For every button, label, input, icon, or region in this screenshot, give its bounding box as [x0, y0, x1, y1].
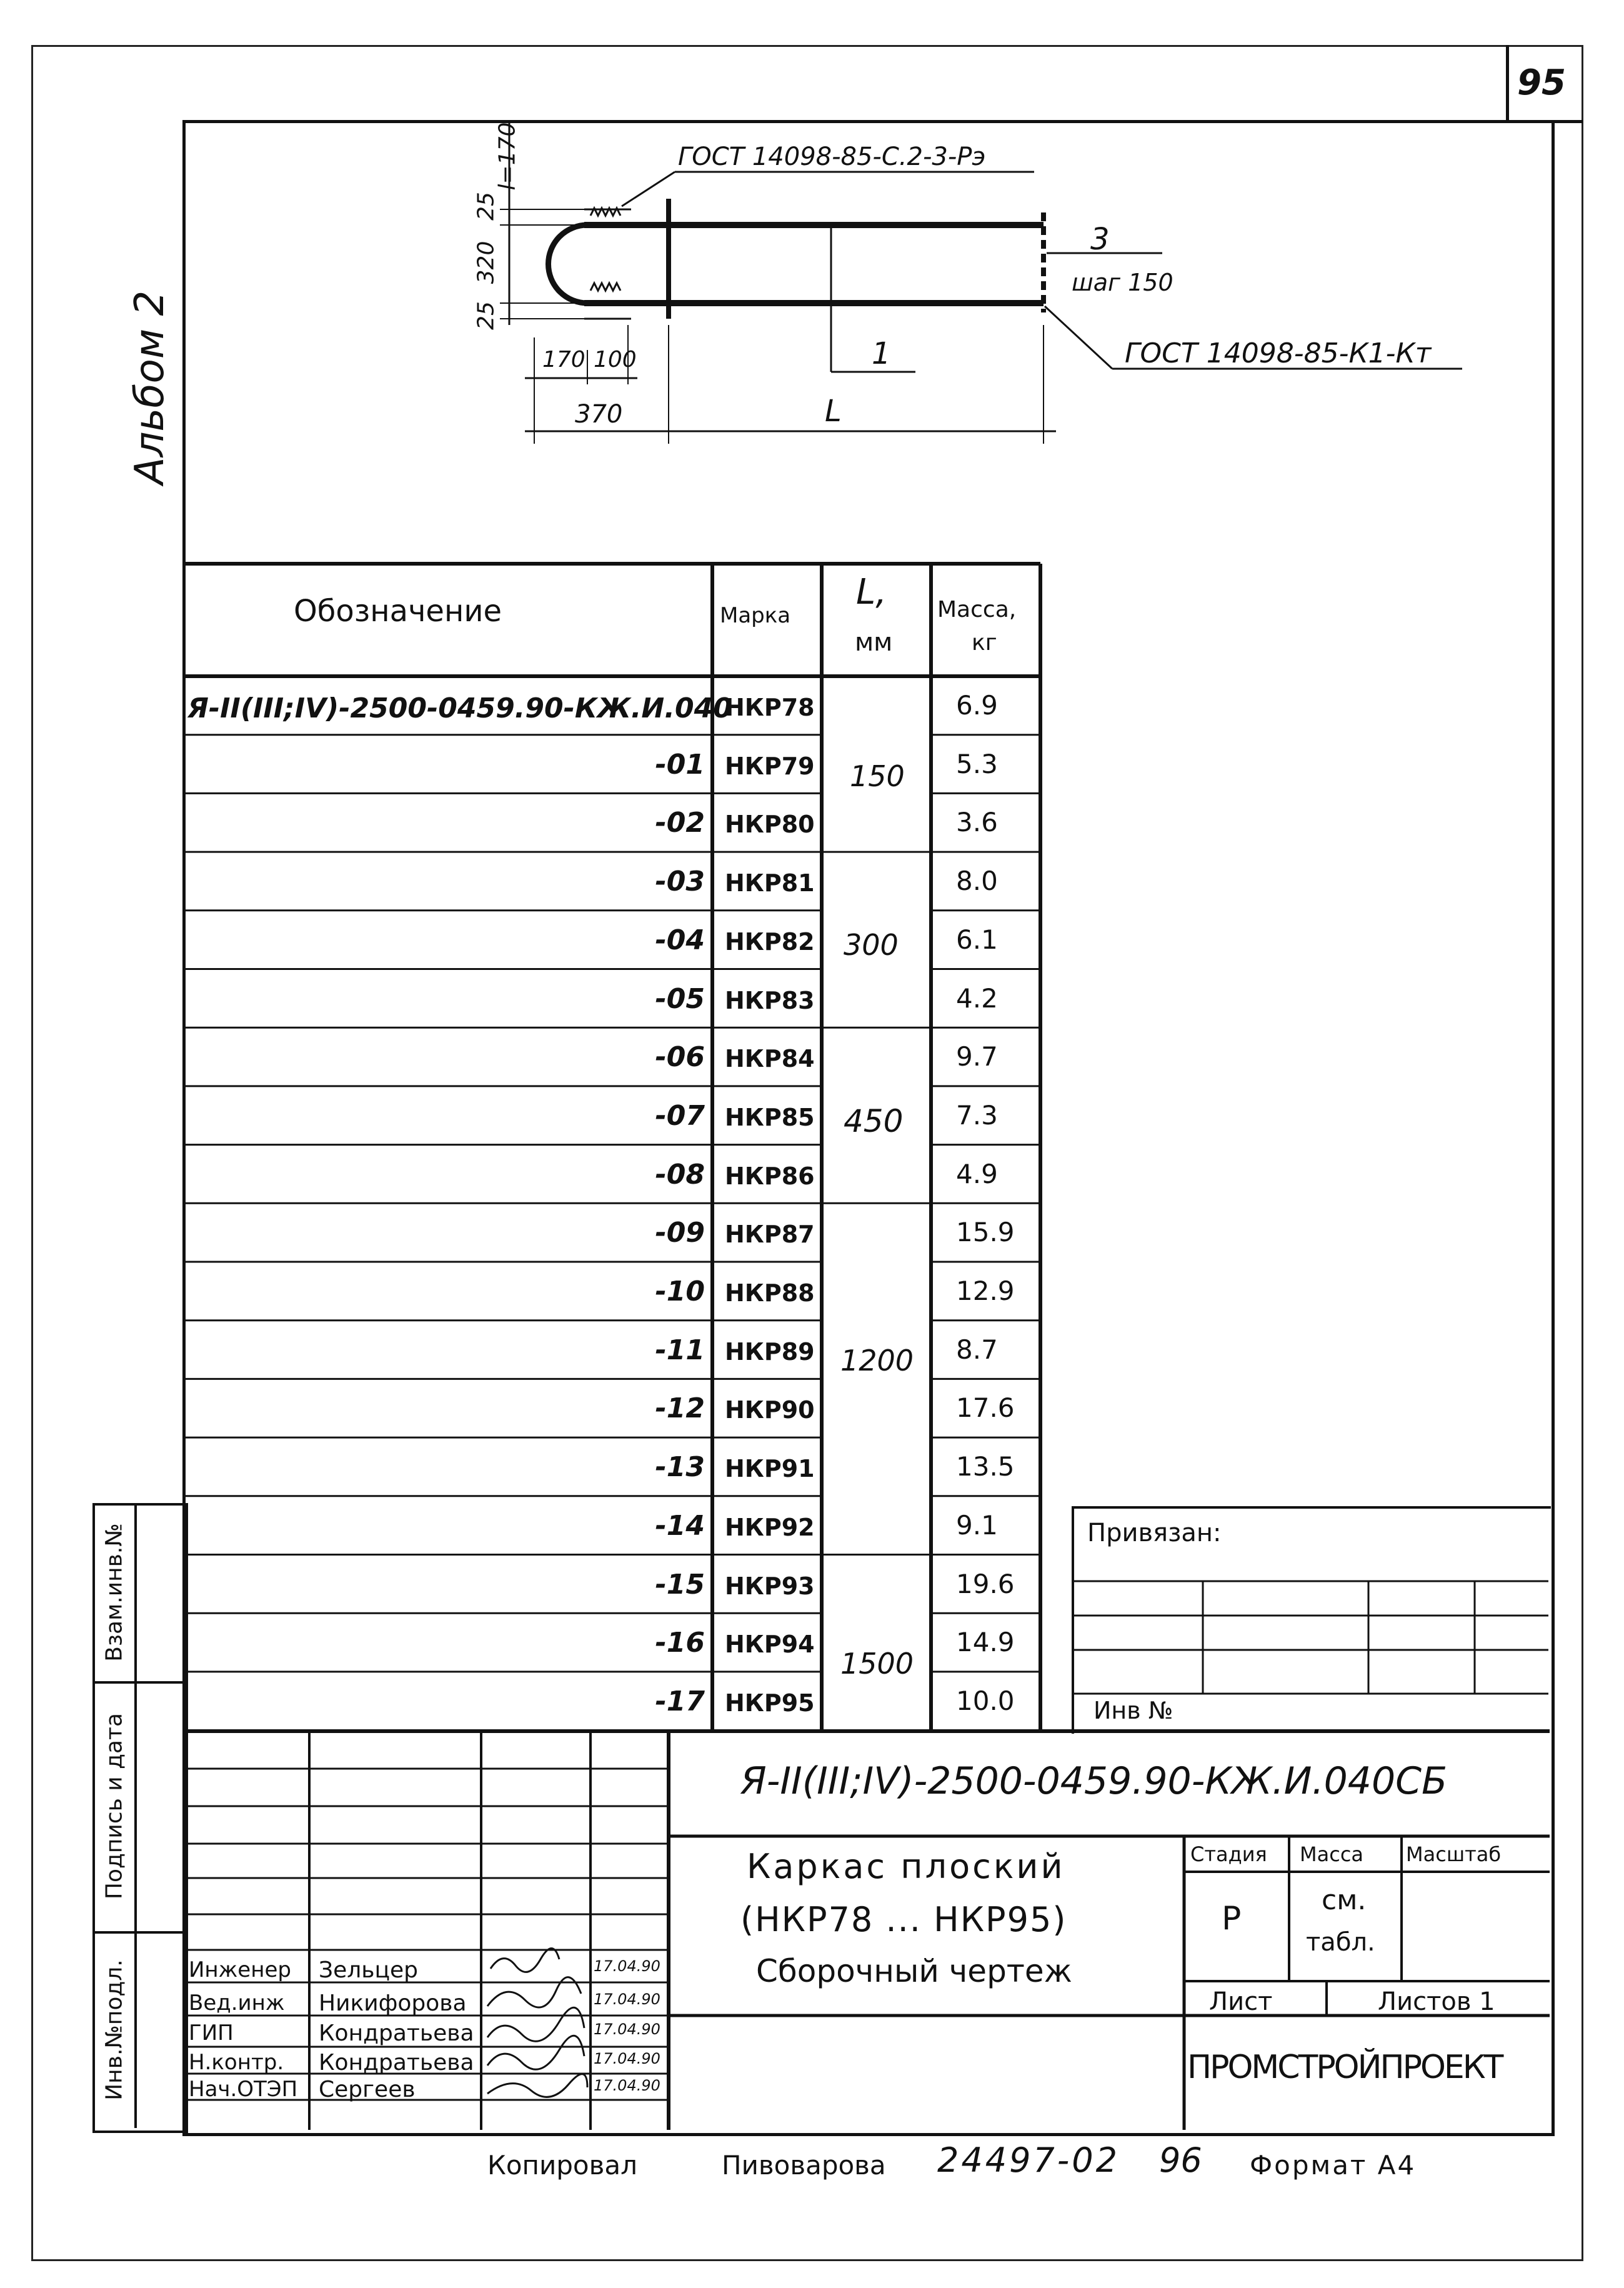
- length-group-150: 150: [850, 759, 905, 793]
- signer-role: Нач.ОТЭП: [189, 2077, 298, 2102]
- row-suffix: -15: [655, 1568, 705, 1601]
- row-mark: НКР79: [725, 752, 815, 780]
- row-mass: 4.9: [956, 1158, 998, 1189]
- row-suffix: -11: [655, 1334, 705, 1366]
- side-label-inv-podl: Инв.№подл.: [101, 1959, 127, 2101]
- header-mark: Марка: [720, 603, 791, 628]
- document-code: Я-II(III;IV)-2500-0459.90-КЖ.И.040СБ: [740, 1759, 1448, 1803]
- footer-copied: Копировал: [487, 2150, 637, 2181]
- signer-name: Кондратьева: [319, 2021, 474, 2046]
- length-group-300: 300: [844, 928, 899, 962]
- title-line-2: (НКР78 ... НКР95): [740, 1900, 1067, 1939]
- row-suffix: -08: [655, 1158, 705, 1191]
- page-number: 95: [1517, 62, 1566, 103]
- gost-bottom-label: ГОСТ 14098-85-К1-Кт: [1125, 337, 1432, 369]
- row-suffix: -04: [655, 924, 705, 956]
- gost-top-label: ГОСТ 14098-85-С.2-3-Рэ: [678, 142, 986, 171]
- row-suffix: -09: [655, 1217, 705, 1249]
- row-mark: НКР92: [725, 1513, 815, 1541]
- row-mark: НКР88: [725, 1279, 815, 1307]
- signer-date: 17.04.90: [594, 2050, 660, 2067]
- stage-label: Стадия: [1190, 1842, 1267, 1866]
- signer-name: Зельцер: [319, 1957, 418, 1983]
- header-designation: Обозначение: [294, 594, 502, 629]
- footer-copier: Пивоварова: [722, 2150, 886, 2181]
- row-suffix: -05: [655, 982, 705, 1015]
- sheets-label: Листов 1: [1378, 1987, 1495, 2016]
- row-mass: 5.3: [956, 748, 998, 779]
- signer-date: 17.04.90: [594, 2077, 660, 2094]
- signer-date: 17.04.90: [594, 1991, 660, 2008]
- mass-value-2: табл.: [1306, 1928, 1375, 1957]
- row-mass: 8.7: [956, 1334, 998, 1365]
- signer-date: 17.04.90: [594, 1957, 660, 1975]
- row-mass: 7.3: [956, 1099, 998, 1131]
- row-suffix: -17: [655, 1685, 705, 1717]
- binding-label: Привязан:: [1087, 1519, 1222, 1547]
- row-mass: 15.9: [956, 1217, 1015, 1248]
- dim-25-lower: 25: [473, 301, 499, 330]
- signer-role: Вед.инж: [189, 1991, 285, 2016]
- organization-name: ПРОМСТРОЙПРОЕКТ: [1187, 2049, 1502, 2086]
- row-mark: НКР86: [725, 1162, 815, 1190]
- header-mass: Масса,: [937, 597, 1017, 622]
- inv-label: Инв №: [1093, 1697, 1173, 1724]
- row-mark: НКР91: [725, 1455, 815, 1483]
- row-mass: 8.0: [956, 866, 998, 897]
- signer-name: Никифорова: [319, 1991, 467, 2016]
- row-mass: 6.1: [956, 924, 998, 955]
- signer-date: 17.04.90: [594, 2021, 660, 2038]
- position-1: 1: [872, 336, 891, 371]
- title-line-1: Каркас плоский: [747, 1847, 1065, 1886]
- first-designation: Я-II(III;IV)-2500-0459.90-КЖ.И.040: [187, 692, 732, 724]
- row-mass: 12.9: [956, 1276, 1015, 1306]
- row-suffix: -12: [655, 1392, 705, 1425]
- signer-name: Сергеев: [319, 2077, 416, 2102]
- stage-value: Р: [1222, 1900, 1242, 1937]
- footer-format: Формат А4: [1250, 2150, 1417, 2181]
- row-mark: НКР94: [725, 1631, 815, 1659]
- scale-label: Масштаб: [1406, 1842, 1502, 1866]
- row-mass: 17.6: [956, 1392, 1015, 1424]
- side-label-vzam: Взам.инв.№: [101, 1523, 127, 1662]
- position-3: 3: [1090, 222, 1110, 257]
- header-mass-unit: кг: [972, 630, 997, 656]
- mass-label: Масса: [1300, 1842, 1364, 1866]
- row-mark: НКР81: [725, 869, 815, 897]
- row-mass: 14.9: [956, 1627, 1015, 1658]
- row-suffix: -16: [655, 1627, 705, 1659]
- row-mass: 6.9: [956, 690, 998, 721]
- row-mark: НКР78: [725, 694, 815, 721]
- row-mark: НКР83: [725, 986, 815, 1014]
- mass-value: см.: [1322, 1884, 1367, 1916]
- length-group-450: 450: [844, 1103, 904, 1139]
- signer-role: Н.контр.: [189, 2050, 284, 2075]
- header-length: L,: [856, 572, 887, 612]
- row-suffix: -10: [655, 1276, 705, 1307]
- row-suffix: -06: [655, 1041, 705, 1074]
- row-mark: НКР85: [725, 1103, 815, 1131]
- footer-number: 24497-02: [937, 2141, 1120, 2180]
- row-mass: 9.7: [956, 1041, 998, 1072]
- step-label: шаг 150: [1072, 269, 1173, 296]
- row-mass: 3.6: [956, 807, 998, 838]
- row-mark: НКР95: [725, 1689, 815, 1717]
- length-group-1500: 1500: [840, 1647, 914, 1681]
- row-suffix: -14: [655, 1509, 705, 1542]
- row-mass: 13.5: [956, 1451, 1015, 1482]
- signer-role: Инженер: [189, 1957, 291, 1982]
- row-mass: 9.1: [956, 1509, 998, 1541]
- row-mass: 19.6: [956, 1568, 1015, 1599]
- row-mark: НКР80: [725, 811, 815, 839]
- title-line-3: Сборочный чертеж: [756, 1953, 1072, 1989]
- signer-role: ГИП: [189, 2021, 234, 2046]
- row-mark: НКР90: [725, 1396, 815, 1424]
- row-mark: НКР87: [725, 1221, 815, 1249]
- dim-100: 100: [594, 347, 637, 372]
- sheet-label: Лист: [1209, 1987, 1273, 2016]
- length-group-1200: 1200: [840, 1344, 914, 1377]
- side-label-podpis: Подпись и дата: [101, 1712, 127, 1900]
- row-mark: НКР89: [725, 1337, 815, 1366]
- dim-25-upper: 25: [473, 192, 499, 221]
- row-mass: 10.0: [956, 1685, 1015, 1716]
- row-mark: НКР84: [725, 1045, 815, 1073]
- footer-year: 96: [1159, 2141, 1202, 2180]
- dim-L: L: [825, 394, 842, 429]
- signer-name: Кондратьева: [319, 2050, 474, 2076]
- dim-170: 170: [542, 347, 585, 372]
- row-suffix: -13: [655, 1451, 705, 1484]
- row-mark: НКР93: [725, 1572, 815, 1600]
- dim-370: 370: [575, 400, 623, 429]
- row-suffix: -01: [655, 748, 705, 781]
- header-length-unit: мм: [855, 628, 893, 657]
- dim-170-top: l=170: [494, 122, 521, 191]
- row-suffix: -02: [655, 807, 705, 839]
- row-suffix: -07: [655, 1099, 705, 1132]
- album-label: Альбом 2: [127, 290, 173, 485]
- row-suffix: -03: [655, 866, 705, 898]
- row-mark: НКР82: [725, 927, 815, 956]
- dim-320: 320: [473, 241, 499, 284]
- row-mass: 4.2: [956, 982, 998, 1014]
